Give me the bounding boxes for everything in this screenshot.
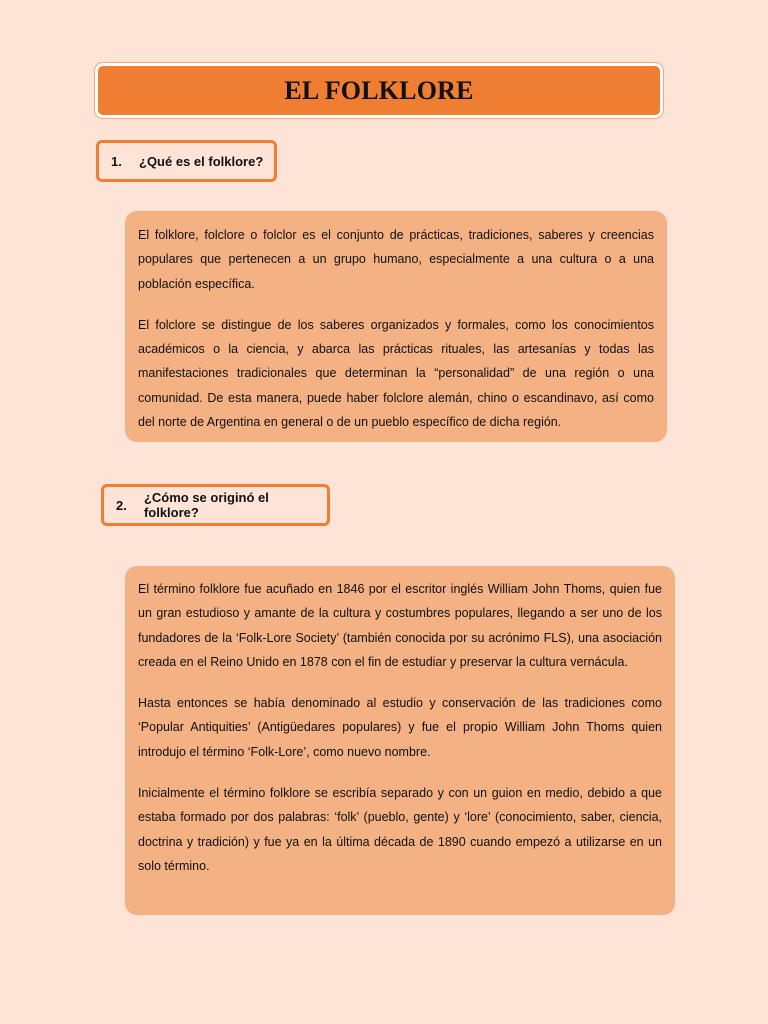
section-2-number: 2. [116,497,127,513]
section-2-heading: ¿Cómo se originó el folklore? [143,490,269,520]
section-1-paragraph-2: El folclore se distingue de los saberes organizados y formales, como los conocimientos académicos o la ciencia, y abarca las prácticas rituales, las artesanías y todas las manifestaciones tradicionales que determinan la “personalidad” de una región o una comunidad. De esta manera, puede haber folclore alemán, chino o escandinavo, así como del norte de Argentina en general o de un pueblo específico de dicha región. [138,317,654,430]
section-1-content [125,211,667,442]
section-2-content [125,566,675,915]
page-title: EL FOLKLORE [284,75,474,105]
section-1-paragraph-1: El folklore, folclore o folclor es el conjunto de prácticas, tradiciones, saberes y creencias populares que pertenecen a un grupo humano, especialmente a una cultura o a una población específica. [138,228,654,291]
section-2-paragraph-1: El término folklore fue acuñado en 1846 por el escritor inglés William John Thoms, quien fue un gran estudioso y amante de la cultura y costumbres populares, llegando a ser uno de los fundadores de la ‘Folk-Lore Society’ (también conocida por su acrónimo FLS), una asociación creada en el Reino Unido en 1878 con el fin de estudiar y preservar la cultura vernácula. [138,582,662,669]
section-1-heading: ¿Qué es el folklore? [139,153,264,169]
section-2-heading-box [101,484,330,526]
title-banner [95,63,663,118]
section-1-heading-box [96,140,277,182]
section-2-paragraph-2: Hasta entonces se había denominado al estudio y conservación de las tradiciones como ‘Popular Antiquities’ (Antigüedares populares) y fue el propio William John Thoms quien introdujo el término ‘Folk-Lore’, como nuevo nombre. [138,696,662,759]
section-1-number: 1. [111,153,122,169]
section-2-paragraph-3: Inicialmente el término folklore se escribía separado y con un guion en medio, debido a que estaba formado por dos palabras: ‘folk’ (pueblo, gente) y ‘lore’ (conocimiento, saber, ciencia, doctrina y tradición) y fue ya en la última década de 1890 cuando empezó a utilizarse en un solo término. [138,786,662,873]
